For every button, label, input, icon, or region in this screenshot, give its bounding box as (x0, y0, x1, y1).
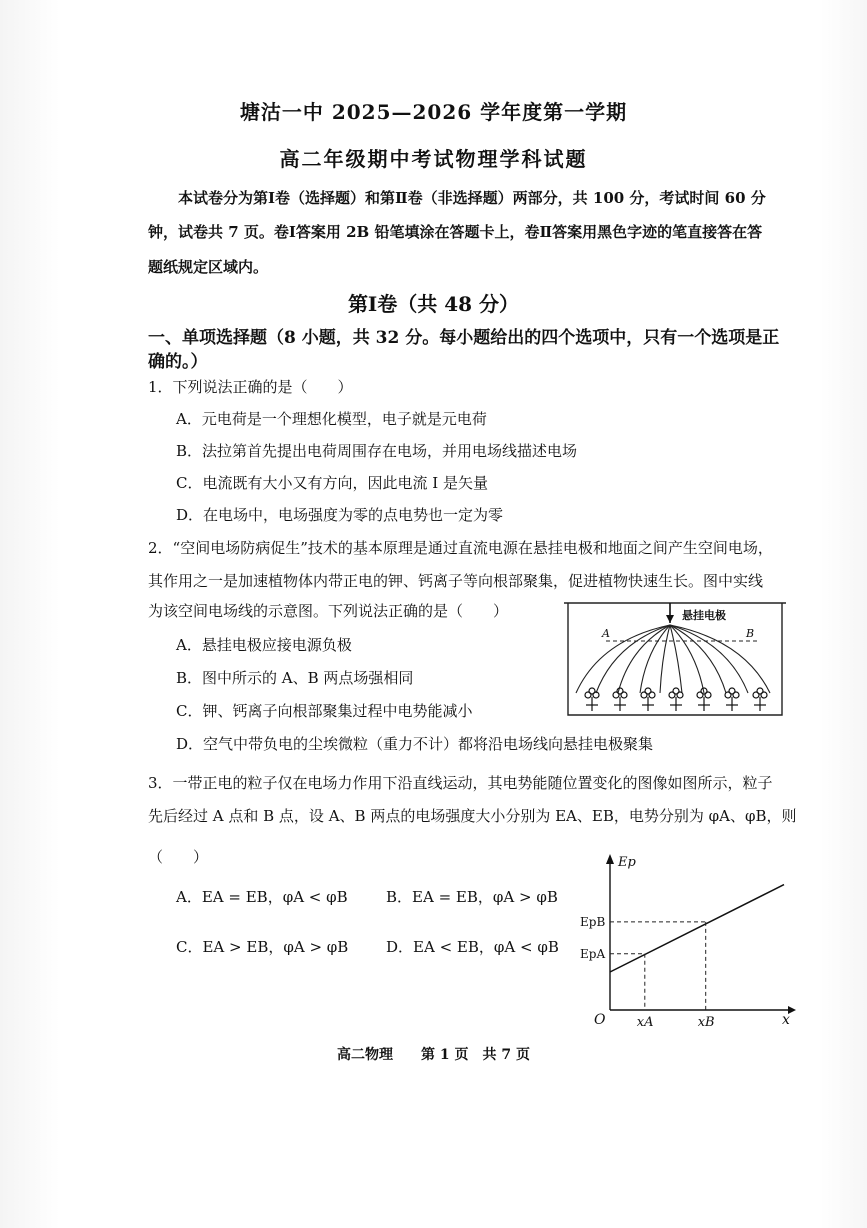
origin-label: O (594, 1012, 606, 1028)
point-a-label: A (602, 627, 610, 640)
y-axis-arrow-icon (606, 854, 614, 864)
question-2-line-1: 2．“空间电场防病促生”技术的基本原理是通过直流电源在悬挂电极和地面之间产生空间电场， (148, 539, 773, 557)
question-1-stem: 1．下列说法正确的是（ ） (148, 378, 353, 396)
xa-label: xA (636, 1015, 654, 1028)
question-2-line-2: 其作用之一是加速植物体内带正电的钾、钙离子等向根部聚集，促进植物快速生长。图中实线 (148, 572, 764, 590)
y-axis-label: Ep (618, 855, 636, 870)
epb-label: EpB (580, 914, 606, 929)
x-axis-label: x (782, 1012, 790, 1028)
question-2-line-3: 为该空间电场线的示意图。下列说法正确的是（ ） (148, 602, 509, 620)
question-2-option-d: D．空气中带负电的尘埃微粒（重力不计）都将沿电场线向悬挂电极聚集 (176, 735, 654, 753)
point-b-label: B (746, 627, 755, 640)
question-2-option-b: B．图中所示的 A、B 两点场强相同 (176, 669, 414, 687)
plant-icon (641, 688, 655, 711)
intro-line-2: 钟，试卷共 7 页。卷Ⅰ答案用 2B 铅笔填涂在答题卡上，卷Ⅱ答案用黑色字迹的笔直接答在答 (148, 223, 763, 241)
xb-label: xB (697, 1015, 715, 1028)
section-title: 第Ⅰ卷（共 48 分） (347, 292, 520, 316)
question-3-option-b: B．EA = EB，φA > φB (386, 888, 558, 906)
exam-title: 塘沽一中 2025—2026 学年度第一学期 (239, 100, 628, 124)
intro-line-1: 本试卷分为第Ⅰ卷（选择题）和第Ⅱ卷（非选择题）两部分，共 100 分，考试时间 60 分 (178, 189, 766, 207)
question-3-option-a: A．EA = EB，φA < φB (176, 888, 348, 906)
question-3-option-c: C．EA > EB，φA > φB (176, 938, 349, 956)
question-3-option-d: D．EA < EB，φA < φB (386, 938, 559, 956)
epa-label: EpA (580, 946, 606, 961)
intro-line-3: 题纸规定区域内。 (148, 258, 269, 276)
plants-row (585, 688, 767, 711)
electrode-arrow-icon (666, 615, 674, 623)
plant-icon (725, 688, 739, 711)
ep-line (610, 885, 784, 972)
question-3-line-1: 3．一带正电的粒子仅在电场力作用下沿直线运动，其电势能随位置变化的图像如图所示，粒子 (148, 774, 773, 792)
question-2-option-a: A．悬挂电极应接电源负极 (176, 636, 352, 654)
electric-field-diagram (560, 595, 790, 720)
plant-icon (753, 688, 767, 711)
question-1-option-b: B．法拉第首先提出电荷周围存在电场，并用电场线描述电场 (176, 442, 578, 460)
page-footer: 高二物理 第 1 页 共 7 页 (337, 1047, 530, 1063)
exam-subtitle: 高二年级期中考试物理学科试题 (279, 147, 588, 171)
potential-energy-graph (578, 848, 800, 1028)
question-1-option-a: A．元电荷是一个理想化模型，电子就是元电荷 (176, 410, 487, 428)
question-3-line-3: （ ） (148, 848, 209, 866)
question-2-option-c: C．钾、钙离子向根部聚集过程中电势能减小 (176, 702, 473, 720)
plant-icon (669, 688, 683, 711)
part-heading-line-1: 一、单项选择题（8 小题，共 32 分。每小题给出的四个选项中，只有一个选项是正 (148, 328, 780, 348)
part-heading-line-2: 确的。） (148, 352, 208, 372)
question-1-option-d: D．在电场中，电场强度为零的点电势也一定为零 (176, 506, 504, 524)
electrode-label: 悬挂电极 (682, 609, 726, 622)
question-3-line-2: 先后经过 A 点和 B 点，设 A、B 两点的电场强度大小分别为 EA、EB，电势分别为 φA、φB，则 (148, 807, 797, 825)
plant-icon (613, 688, 627, 711)
question-1-option-c: C．电流既有大小又有方向，因此电流 I 是矢量 (176, 474, 488, 492)
